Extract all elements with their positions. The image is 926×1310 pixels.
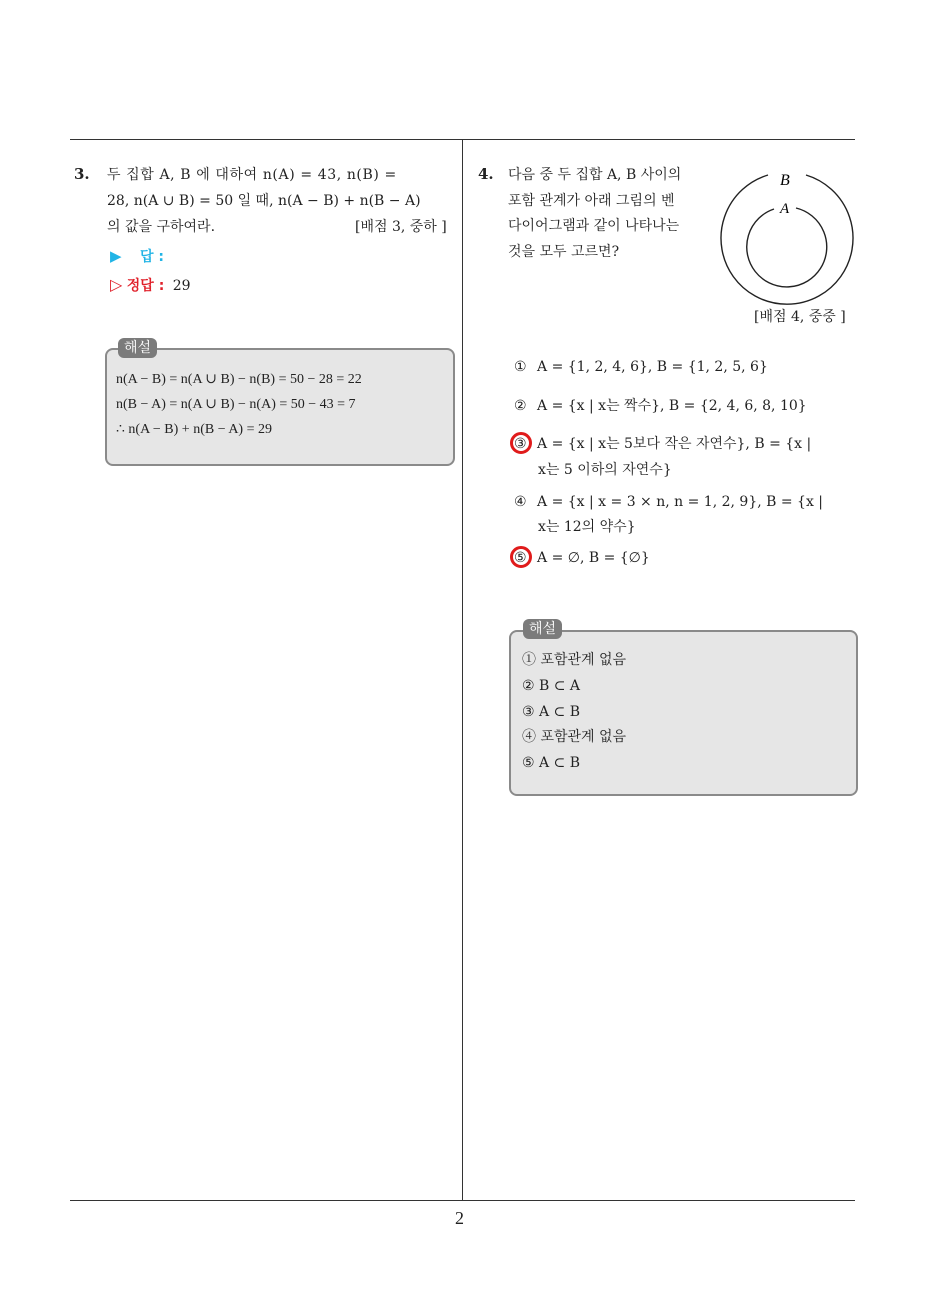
choice-5-text: A = ∅, B = {∅} bbox=[537, 550, 650, 566]
q4-choice-5[interactable] bbox=[514, 549, 650, 567]
q4-explain-1: ① 포함관계 없음 bbox=[522, 652, 627, 668]
q3-line1: 두 집합 A, B 에 대하여 n(A) = 43, n(B) = bbox=[107, 167, 397, 183]
bottom-rule bbox=[70, 1200, 855, 1201]
q4-explain-4: ④ 포함관계 없음 bbox=[522, 729, 627, 745]
choice-1-mark: ① bbox=[514, 359, 527, 375]
q3-score: [배점 3, 중하 ] bbox=[355, 219, 447, 235]
q4-stem-4: 것을 모두 고르면? bbox=[508, 244, 620, 260]
q4-explain-5: ⑤ A ⊂ B bbox=[522, 755, 581, 771]
q4-choice-4[interactable] bbox=[514, 493, 823, 511]
choice-2-mark: ② bbox=[514, 398, 527, 414]
q3-number: 3. bbox=[74, 165, 90, 183]
choice-5-mark: ⑤ bbox=[514, 550, 527, 566]
choice-3-mark: ③ bbox=[514, 436, 527, 452]
q4-stem-3: 다이어그램과 같이 나타나는 bbox=[508, 218, 680, 234]
venn-inner-label: A bbox=[780, 201, 790, 217]
q3-answer-label: 답 : bbox=[140, 249, 164, 265]
q4-choice-1[interactable] bbox=[514, 358, 768, 376]
q4-stem-1: 다음 중 두 집합 A, B 사이의 bbox=[508, 167, 682, 183]
venn-outer-label: B bbox=[780, 172, 790, 189]
venn-inner-circle bbox=[747, 208, 827, 287]
choice-4-mark: ④ bbox=[514, 494, 527, 510]
q3-answer-row bbox=[110, 246, 164, 266]
q4-number: 4. bbox=[478, 165, 494, 183]
column-divider bbox=[462, 139, 463, 1201]
q3-explanation-tag: 해설 bbox=[118, 338, 157, 358]
q4-explanation-tag: 해설 bbox=[523, 619, 562, 639]
q4-choice-3-cont: x는 5 이하의 자연수} bbox=[538, 462, 672, 478]
q3-explain-2: n(B − A) = n(A ∪ B) − n(A) = 50 − 43 = 7 bbox=[116, 397, 356, 412]
q3-correct-value: 29 bbox=[172, 278, 191, 294]
venn-outer-circle bbox=[721, 175, 853, 304]
choice-1-text: A = {1, 2, 4, 6}, B = {1, 2, 5, 6} bbox=[537, 359, 768, 375]
q4-choice-3[interactable] bbox=[514, 435, 811, 453]
choice-2-text: A = {x | x는 짝수}, B = {2, 4, 6, 8, 10} bbox=[537, 398, 807, 414]
q4-explain-3: ③ A ⊂ B bbox=[522, 704, 581, 720]
q4-choice-4-cont: x는 12의 약수} bbox=[538, 519, 636, 535]
q4-stem-2: 포함 관계가 아래 그림의 벤 bbox=[508, 193, 675, 209]
triangle-outline-icon: ▷ bbox=[110, 275, 123, 294]
page-number: 2 bbox=[455, 1208, 464, 1228]
q4-explain-2: ② B ⊂ A bbox=[522, 678, 581, 694]
choice-4-text: A = {x | x = 3 × n, n = 1, 2, 9}, B = {x | bbox=[537, 494, 824, 510]
q3-line2: 28, n(A ∪ B) = 50 일 때, n(A − B) + n(B − A) bbox=[107, 193, 421, 209]
q3-explain-1: n(A − B) = n(A ∪ B) − n(B) = 50 − 28 = 22 bbox=[116, 372, 362, 387]
q3-explain-3: ∴ n(A − B) + n(B − A) = 29 bbox=[116, 422, 272, 437]
q4-score: [배점 4, 중중 ] bbox=[754, 309, 846, 325]
venn-diagram bbox=[716, 165, 856, 305]
q3-correct-label: 정답 : bbox=[126, 278, 165, 294]
q4-choice-2[interactable] bbox=[514, 397, 807, 415]
q3-correct-row bbox=[110, 275, 191, 295]
play-icon: ▶ bbox=[110, 247, 122, 265]
q3-line3: 의 값을 구하여라. bbox=[107, 219, 216, 235]
choice-3-text: A = {x | x는 5보다 작은 자연수}, B = {x | bbox=[537, 436, 812, 452]
